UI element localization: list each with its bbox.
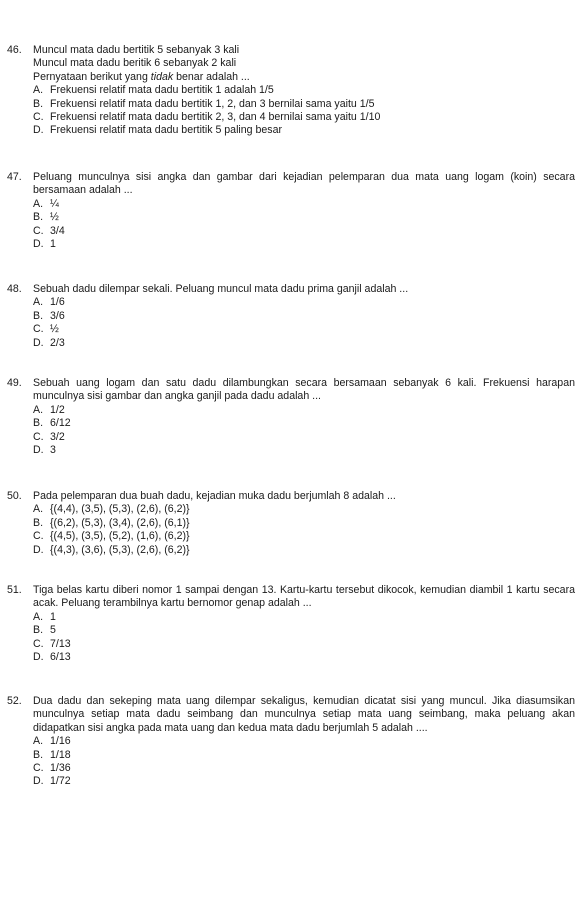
question-text: Tiga belas kartu diberi nomor 1 sampai dengan 13. Kartu-kartu tersebut dikocok, kemudian diambil 1 kartu secara acak. Peluang terambilnya kartu bernomor genap adalah ...: [33, 584, 575, 610]
question-text: Sebuah dadu dilempar sekali. Peluang muncul mata dadu prima ganjil adalah ...: [33, 283, 409, 295]
option-a: [7, 735, 575, 748]
option-letter: D.: [33, 444, 44, 457]
option-text: 3/6: [50, 309, 65, 322]
option-text: ½: [50, 211, 59, 224]
option-text: Frekuensi relatif mata dadu bertitik 1, 2, dan 3 bernilai sama yaitu 1/5: [50, 97, 375, 110]
option-text: 7/13: [50, 637, 71, 650]
option-b: [7, 517, 575, 530]
option-c: [7, 225, 575, 238]
option-text: 1: [50, 610, 56, 623]
question-stem: [7, 584, 575, 611]
option-b: [7, 310, 575, 323]
option-letter: B.: [33, 748, 44, 761]
option-letter: C.: [33, 762, 44, 775]
option-d: [7, 544, 575, 557]
option-letter: C.: [33, 224, 44, 237]
option-c: [7, 111, 575, 124]
question-48: [7, 283, 575, 350]
option-b: [7, 417, 575, 430]
option-letter: A.: [33, 735, 44, 748]
option-letter: D.: [33, 336, 44, 349]
option-c: [7, 323, 575, 336]
option-letter: C.: [33, 637, 44, 650]
option-d: [7, 238, 575, 251]
lead-text: Pernyataan berikut yang: [33, 70, 151, 83]
option-text: 3/2: [50, 430, 65, 443]
option-d: [7, 651, 575, 664]
question-number: 49.: [7, 377, 22, 389]
question-stem: [7, 283, 575, 296]
option-letter: D.: [33, 238, 44, 251]
option-a: [7, 198, 575, 211]
option-text: Frekuensi relatif mata dadu bertitik 5 paling besar: [50, 124, 283, 137]
option-letter: D.: [33, 775, 44, 788]
option-b: [7, 211, 575, 224]
option-text: 1: [50, 238, 56, 251]
option-letter: B.: [33, 97, 44, 110]
option-a: [7, 503, 575, 516]
option-text: Frekuensi relatif mata dadu bertitik 1 adalah 1/5: [50, 84, 274, 97]
option-text: 1/6: [50, 296, 65, 309]
option-text: Frekuensi relatif mata dadu bertitik 2, 3, dan 4 bernilai sama yaitu 1/10: [50, 111, 381, 124]
option-letter: D.: [33, 543, 44, 556]
option-letter: C.: [33, 430, 44, 443]
option-letter: B.: [33, 211, 44, 224]
option-text: {(6,2), (5,3), (3,4), (2,6), (6,1)}: [50, 516, 190, 529]
option-text: {(4,4), (3,5), (5,3), (2,6), (6,2)}: [50, 503, 190, 516]
option-text: 5: [50, 624, 56, 637]
option-letter: A.: [33, 296, 44, 309]
option-a: [7, 84, 575, 97]
option-letter: B.: [33, 624, 44, 637]
question-text: Dua dadu dan sekeping mata uang dilempar sekaligus, kemudian dicatat sisi yang muncul. Jika diasumsikan munculnya setiap mata dadu seimbang dan munculnya setiap mata uang seimbang, maka peluang akan didapatkan sisi angka pada mata uang dan kedua mata dadu berjumlah 5 adalah ....: [33, 695, 575, 734]
option-text: 1/36: [50, 762, 71, 775]
option-text: 3: [50, 444, 56, 457]
option-a: [7, 404, 575, 417]
emphasis-text: tidak: [150, 70, 174, 83]
option-b: [7, 749, 575, 762]
option-letter: D.: [33, 651, 44, 664]
question-number: 46.: [7, 44, 22, 56]
option-letter: A.: [33, 403, 44, 416]
option-text: {(4,5), (3,5), (5,2), (1,6), (6,2)}: [50, 530, 190, 543]
question-47: [7, 171, 575, 251]
option-letter: C.: [33, 323, 44, 336]
option-b: [7, 624, 575, 637]
question-stem: [7, 171, 575, 198]
option-letter: C.: [33, 111, 44, 124]
option-c: [7, 431, 575, 444]
question-number: 50.: [7, 490, 22, 502]
question-stem: [7, 44, 575, 84]
option-letter: D.: [33, 124, 44, 137]
option-text: 2/3: [50, 336, 65, 349]
question-text: Pada pelemparan dua buah dadu, kejadian muka dadu berjumlah 8 adalah ...: [33, 490, 396, 502]
option-a: [7, 611, 575, 624]
question-number: 52.: [7, 695, 22, 707]
question-number: 51.: [7, 584, 22, 596]
stem-line: Muncul mata dadu beritik 6 sebanyak 2 kali: [33, 57, 237, 70]
option-text: 1/16: [50, 735, 71, 748]
question-text: Sebuah uang logam dan satu dadu dilambungkan secara bersamaan sebanyak 6 kali. Frekuensi harapan munculnya sisi gambar dan angka ganjil pada dadu adalah ...: [33, 377, 575, 403]
option-text: 1/2: [50, 403, 65, 416]
option-text: 1/18: [50, 748, 71, 761]
option-text: ¼: [50, 197, 59, 210]
option-text: {(4,3), (3,6), (5,3), (2,6), (6,2)}: [50, 543, 190, 556]
option-text: ½: [50, 323, 59, 336]
option-b: [7, 98, 575, 111]
option-text: 3/4: [50, 224, 65, 237]
option-c: [7, 638, 575, 651]
question-50: [7, 490, 575, 557]
option-letter: A.: [33, 84, 44, 97]
lead-text: benar adalah ...: [173, 70, 250, 83]
question-51: [7, 584, 575, 664]
question-stem: [7, 490, 575, 503]
question-49: [7, 377, 575, 457]
option-letter: C.: [33, 530, 44, 543]
option-letter: A.: [33, 610, 44, 623]
stem-lead: [33, 71, 575, 84]
option-d: [7, 444, 575, 457]
option-a: [7, 296, 575, 309]
option-letter: B.: [33, 417, 44, 430]
option-text: 6/13: [50, 651, 71, 664]
option-c: [7, 762, 575, 775]
stem-line: Muncul mata dadu bertitik 5 sebanyak 3 kali: [33, 44, 240, 56]
option-letter: B.: [33, 309, 44, 322]
option-d: [7, 775, 575, 788]
option-c: [7, 530, 575, 543]
question-stem: [7, 377, 575, 404]
option-d: [7, 124, 575, 137]
question-stem: [7, 695, 575, 735]
option-letter: A.: [33, 197, 44, 210]
option-d: [7, 337, 575, 350]
option-letter: A.: [33, 503, 44, 516]
question-number: 47.: [7, 171, 22, 183]
option-letter: B.: [33, 516, 44, 529]
option-text: 6/12: [50, 417, 71, 430]
question-text: Peluang munculnya sisi angka dan gambar dari kejadian pelemparan dua mata uang logam (koin) secara bersamaan adalah ...: [33, 171, 575, 197]
question-46: [7, 44, 575, 138]
option-text: 1/72: [50, 775, 71, 788]
question-52: [7, 695, 575, 789]
question-number: 48.: [7, 283, 22, 295]
